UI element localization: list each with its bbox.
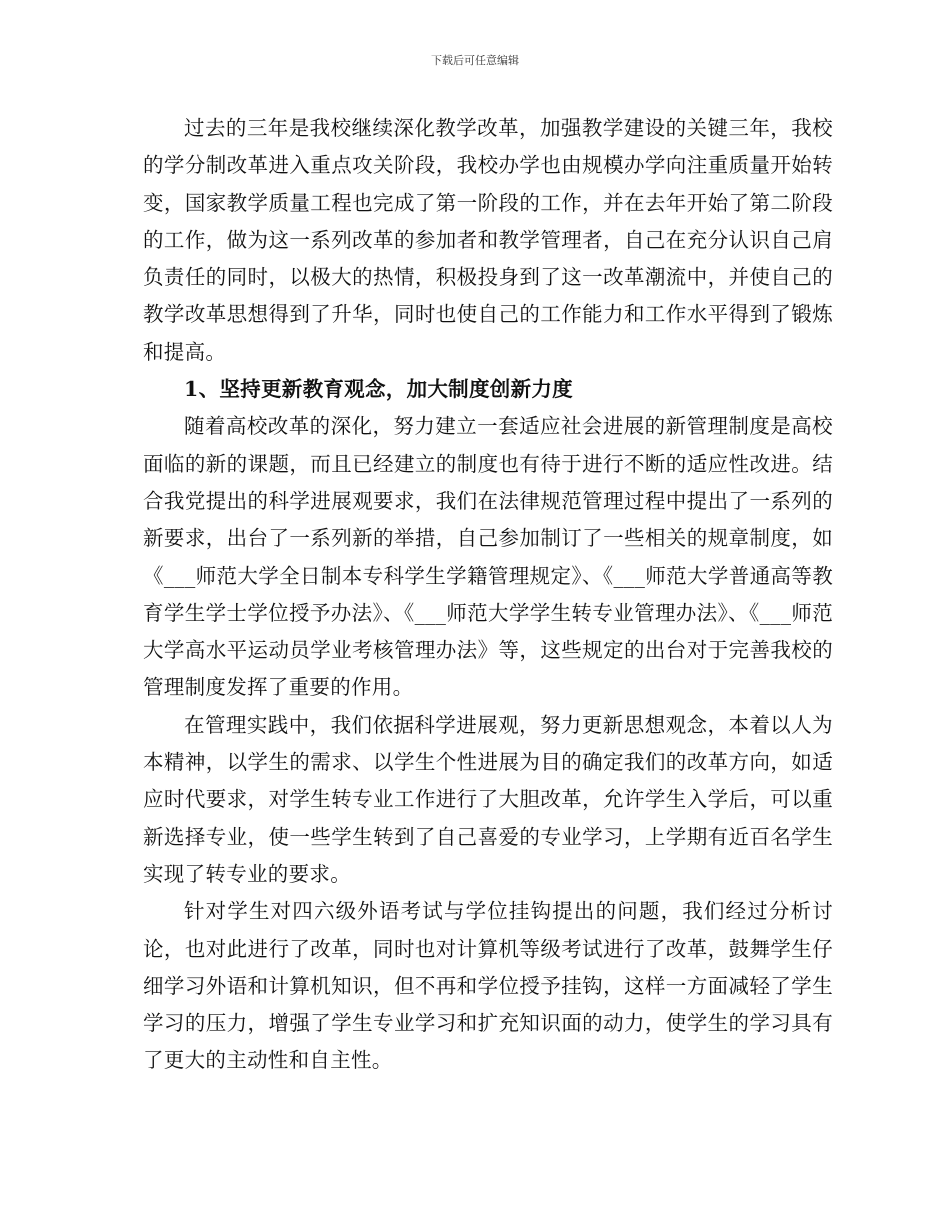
paragraph-exam-reform: 针对学生对四六级外语考试与学位挂钩提出的问题，我们经过分析讨论，也对此进行了改革，同时也对计算机等级考试进行了改革，鼓舞学生仔细学习外语和计算机知识，但不再和学位授予挂钩，这样一方面减轻了学生学习的压力，增强了学生专业学习和扩充知识面的动力，使学生的学习具有了更大的主动性和自主性。 — [143, 899, 833, 1073]
document-body — [143, 110, 833, 1080]
page-header: 下载后可任意编辑 — [431, 54, 519, 67]
paragraph-regulations: 随着高校改革的深化，努力建立一套适应社会进展的新管理制度是高校面临的新的课题，而且已经建立的制度也有待于进行不断的适应性改进。结合我党提出的科学进展观要求，我们在法律规范管理过程中提出了一系列的新要求，出台了一系列新的举措，自己参加制订了一些相关的规章制度，如《___师范大学全日制本专科学生学籍管理规定》、《___师范大学普通高等教育学生学士学位授予办法》、《___师范大学学生转专业管理办法》、《___师范大学高水平运动员学业考核管理办法》等，这些规定的出台对于完善我校的管理制度发挥了重要的作用。 — [143, 414, 833, 700]
section-heading: 1、坚持更新教育观念，加大制度创新力度 — [184, 377, 573, 402]
intro-paragraph: 过去的三年是我校继续深化教学改革，加强教学建设的关键三年，我校的学分制改革进入重点攻关阶段，我校办学也由规模办学向注重质量开始转变，国家教学质量工程也完成了第一阶段的工作，并在去年开始了第二阶段的工作，做为这一系列改革的参加者和教学管理者，自己在充分认识自己肩负责任的同时，以极大的热情，积极投身到了这一改革潮流中，并使自己的教学改革思想得到了升华，同时也使自己的工作能力和工作水平得到了锻炼和提高。 — [143, 116, 833, 364]
paragraph-management-practice: 在管理实践中，我们依据科学进展观，努力更新思想观念，本着以人为本精神，以学生的需求、以学生个性进展为目的确定我们的改革方向，如适应时代要求，对学生转专业工作进行了大胆改革，允许学生入学后，可以重新选择专业，使一些学生转到了自己喜爱的专业学习，上学期有近百名学生实现了转专业的要求。 — [143, 712, 833, 886]
